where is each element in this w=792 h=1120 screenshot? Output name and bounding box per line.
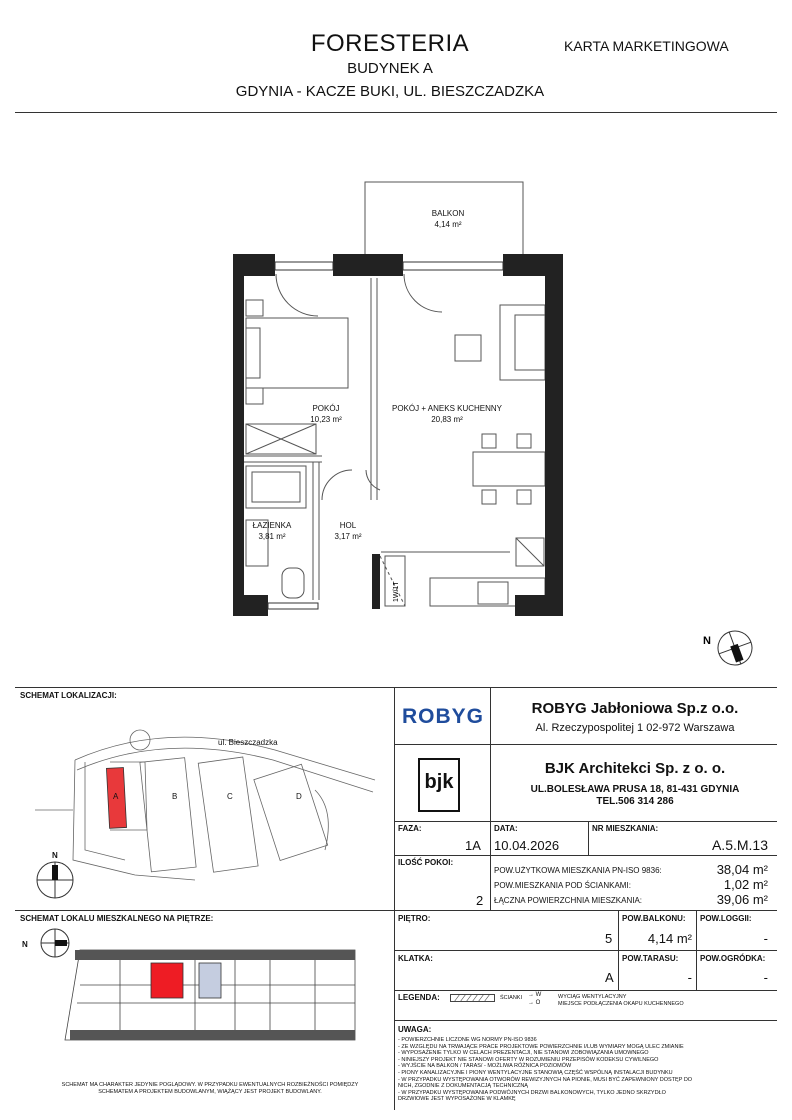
balkon-value: 4,14 m²	[647, 931, 692, 946]
bjk-logo-box	[418, 758, 460, 812]
legend-vent-text: WYCIĄG WENTYLACYJNY	[558, 994, 627, 1000]
address-label: GDYNIA - KACZE BUKI, UL. BIESZCZADZKA	[235, 83, 545, 100]
developer-address: Al. Rzeczypospolitej 1 02-972 Warszawa	[535, 722, 735, 734]
room-label-lazienka: ŁAZIENKA 3,81 m²	[252, 521, 292, 541]
data-value: 10.04.2026	[494, 838, 560, 853]
building-label-a: A	[113, 792, 119, 801]
legend-vent-icon: → W	[528, 992, 542, 998]
loggia-label: POW.LOGGII:	[700, 914, 752, 923]
area-row-2-value: 1,02 m²	[723, 877, 768, 892]
walls	[233, 254, 563, 616]
nr-label: NR MIESZKANIA:	[592, 824, 659, 833]
data-label: DATA:	[494, 824, 518, 833]
building-label-c: C	[227, 792, 233, 801]
developer-name: ROBYG Jabłoniowa Sp.z o.o.	[531, 700, 739, 717]
klatka-value: A	[605, 970, 614, 985]
location-compass	[37, 862, 73, 898]
sofa	[500, 305, 545, 380]
taras-value: -	[687, 970, 692, 985]
legend-kitchen-text: MIEJSCE PODŁĄCZENIA OKAPU KUCHENNEGO	[558, 1001, 684, 1007]
card-type-label: KARTA MARKETINGOWA	[564, 38, 729, 54]
ogrodek-value: -	[763, 970, 768, 985]
section-divider	[15, 687, 777, 688]
area-row-3-value: 39,06 m²	[716, 892, 768, 907]
area-row-1-value: 38,04 m²	[716, 862, 768, 877]
legend-kitchen-o: O	[535, 1000, 541, 1006]
floor-disclaimer: SCHEMAT MA CHARAKTER JEDYNIE POGLĄDOWY. W PRZYPADKU EWENTUALNYCH ROZBIEŻNOŚCI POMIĘDZY SCHEMATEM A PROJEKTEM BUDOWLANYM, WIĄŻĄCY JEST PROJEKT BUDOWLANY.	[61, 1082, 359, 1095]
note-item: - NINIEJSZY PROJEKT NIE STANOWI OFERTY W ROZUMIENIU PRZEPISÓW KODEKSU CYWILNEGO	[398, 1056, 659, 1063]
area-row-1-label: POW.UŻYTKOWA MIESZKANIA PN-ISO 9836:	[494, 866, 662, 875]
room-label-pokoj: POKÓJ 10,23 m²	[310, 404, 342, 424]
faza-value: 1A	[465, 838, 481, 853]
floor-compass	[41, 929, 69, 957]
notes-list	[398, 1037, 698, 1103]
plan-compass-letter: N	[703, 635, 711, 647]
note-item: - W PRZYPADKU WYSTĘPOWANIA PODWÓJNYCH DRZWI BALKONOWYCH, TYLKO JEDNO SKRZYDŁO DRZWIOWE JEST WYPOSAŻONE W KLAMKĘ	[398, 1089, 666, 1103]
location-north: N	[52, 851, 58, 860]
area-row-3-label: ŁĄCZNA POWIERZCHNIA MIESZKANIA:	[494, 896, 643, 905]
stairwell-highlight	[199, 963, 221, 998]
nr-value: A.5.M.13	[711, 837, 768, 853]
klatka-label: KLATKA:	[398, 954, 433, 963]
pietro-value: 5	[605, 931, 613, 946]
area-row-2-label: POW.MIESZKANIA POD ŚCIANKAMI:	[494, 881, 631, 890]
note-item: - W PRZYPADKU WYSTĘPOWANIA OTWORÓW REWIZYJNYCH NA PIONIE, MUSI BYĆ ZAPEWNIONY DOSTĘP DO NICH, ZGODNIE Z DOKUMENTACJĄ TECHNICZNĄ	[398, 1076, 693, 1090]
note-item: - POWIERZCHNIE LICZONE WG NORMY PN-ISO 9836	[398, 1037, 537, 1043]
ogrodek-label: POW.OGRÓDKA:	[700, 954, 766, 963]
apartment-highlight	[151, 963, 183, 998]
building-label-d: D	[296, 792, 302, 801]
room-label-living: POKÓJ + ANEKS KUCHENNY 20,83 m²	[391, 404, 503, 424]
pietro-label: PIĘTRO:	[398, 914, 431, 923]
legend-vent-w: W	[535, 992, 542, 998]
notes-label: UWAGA:	[398, 1025, 432, 1034]
note-item: - ZE WZGLĘDU NA TRWAJĄCE PRACE PROJEKTOWE POWIERZCHNIE I/LUB WYMIARY MOGĄ ULEC ZMIANIE	[398, 1043, 684, 1050]
balkon-label: POW.BALKONU:	[622, 914, 686, 923]
loggia-value: -	[763, 931, 768, 946]
location-title: SCHEMAT LOKALIZACJI:	[20, 691, 117, 700]
legend-walls: ŚCIANKI	[500, 995, 523, 1001]
legend-label: LEGENDA:	[398, 993, 440, 1002]
project-title: FORESTERIA	[310, 30, 470, 57]
bjk-logo: bjk	[424, 771, 454, 793]
building-label-b: B	[172, 792, 178, 801]
floor-plan	[0, 112, 792, 687]
location-map	[15, 700, 393, 910]
floor-north: N	[22, 940, 28, 949]
ilosc-value: 2	[476, 893, 484, 908]
street-label: ul. Bieszczadzka	[218, 738, 278, 747]
dining-table	[473, 452, 545, 486]
ilosc-label: ILOŚĆ POKOI:	[398, 858, 454, 867]
room-label-balkon: BALKON 4,14 m²	[431, 209, 465, 229]
note-item: - WYPOSAŻENIE TYLKO W CELACH PREZENTACJI, NIE STANOWI ZOBOWIĄZANIA UMOWNEGO	[398, 1050, 649, 1057]
taras-label: POW.TARASU:	[622, 954, 679, 963]
building-label: BUDYNEK A	[347, 60, 433, 77]
architect-name: BJK Architekci Sp. z o. o.	[544, 760, 726, 777]
floor-scheme-title: SCHEMAT LOKALU MIESZKALNEGO NA PIĘTRZE:	[20, 914, 214, 923]
architect-address: UL.BOLESŁAWA PRUSA 18, 81-431 GDYNIA	[530, 784, 740, 795]
note-item: - PIONY KANALIZACYJNE I PIONY WENTYLACYJNE STANOWIĄ CZĘŚĆ WSPÓLNĄ INSTALACJI BUDYNKU	[398, 1069, 673, 1076]
faza-label: FAZA:	[398, 824, 422, 833]
legend-kitchen-icon: → O	[528, 1000, 541, 1006]
plan-compass	[713, 626, 757, 670]
room-label-hol: HOL 3,17 m²	[334, 521, 362, 541]
note-item: - WYJŚCIE NA BALKON / TARAS/ - MOŻLIWA RÓŻNICA POZIOMÓW	[398, 1063, 572, 1070]
robyg-logo: ROBYG	[401, 705, 484, 728]
vent-label: 1W/1T	[393, 581, 400, 602]
wall-hatch-icon	[450, 994, 495, 1002]
coffee-table	[455, 335, 481, 361]
bed	[246, 318, 348, 388]
architect-phone: TEL.506 314 286	[596, 796, 674, 807]
floor-scheme	[15, 925, 393, 1075]
